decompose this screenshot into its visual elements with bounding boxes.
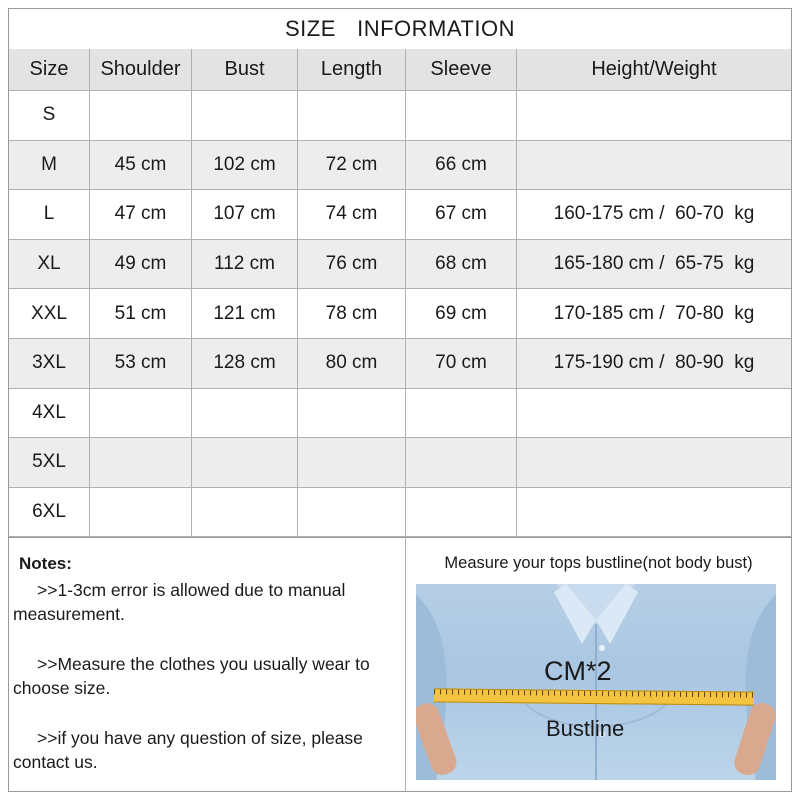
cell-shoulder bbox=[90, 91, 192, 141]
photo-label-bustline: Bustline bbox=[546, 716, 625, 741]
cell-size: 3XL bbox=[9, 338, 90, 388]
cell-sleeve bbox=[406, 91, 517, 141]
notes-heading: Notes: bbox=[19, 554, 72, 573]
cell-sleeve: 68 cm bbox=[406, 239, 517, 289]
cell-sleeve: 69 cm bbox=[406, 289, 517, 339]
cell-length bbox=[298, 388, 406, 438]
cell-size: L bbox=[9, 190, 90, 240]
cell-length bbox=[298, 487, 406, 537]
cell-size: XXL bbox=[9, 289, 90, 339]
table-row bbox=[9, 338, 791, 388]
cell-shoulder: 47 cm bbox=[90, 190, 192, 240]
cell-size: 5XL bbox=[9, 438, 90, 488]
cell-height-weight bbox=[517, 140, 792, 190]
table-header-row bbox=[9, 49, 791, 91]
cell-height-weight bbox=[517, 487, 792, 537]
cell-shoulder: 49 cm bbox=[90, 239, 192, 289]
cell-size: S bbox=[9, 91, 90, 141]
cell-length: 72 cm bbox=[298, 140, 406, 190]
cell-length: 76 cm bbox=[298, 239, 406, 289]
cell-height-weight: 160-175 cm / 60-70 kg bbox=[517, 190, 792, 240]
header-shoulder: Shoulder bbox=[90, 49, 192, 91]
cell-size: 4XL bbox=[9, 388, 90, 438]
cell-size: 6XL bbox=[9, 487, 90, 537]
note-item: >>if you have any question of size, please contact us. bbox=[13, 728, 363, 772]
table-row bbox=[9, 190, 791, 240]
table-row bbox=[9, 388, 791, 438]
cell-bust bbox=[192, 91, 298, 141]
cell-bust: 102 cm bbox=[192, 140, 298, 190]
cell-height-weight bbox=[517, 388, 792, 438]
cell-shoulder: 53 cm bbox=[90, 338, 192, 388]
table-row bbox=[9, 487, 791, 537]
cell-bust: 112 cm bbox=[192, 239, 298, 289]
cell-length: 78 cm bbox=[298, 289, 406, 339]
cell-height-weight: 170-185 cm / 70-80 kg bbox=[517, 289, 792, 339]
cell-bust bbox=[192, 388, 298, 438]
cell-bust: 121 cm bbox=[192, 289, 298, 339]
header-height-weight: Height/Weight bbox=[517, 49, 792, 91]
header-bust: Bust bbox=[192, 49, 298, 91]
measure-panel bbox=[406, 537, 791, 791]
cell-size: XL bbox=[9, 239, 90, 289]
cell-sleeve: 66 cm bbox=[406, 140, 517, 190]
cell-length bbox=[298, 91, 406, 141]
cell-shoulder: 51 cm bbox=[90, 289, 192, 339]
header-size: Size bbox=[9, 49, 90, 91]
cell-sleeve bbox=[406, 388, 517, 438]
cell-sleeve: 67 cm bbox=[406, 190, 517, 240]
cell-bust: 107 cm bbox=[192, 190, 298, 240]
cell-bust bbox=[192, 487, 298, 537]
cell-height-weight bbox=[517, 438, 792, 488]
cell-height-weight bbox=[517, 91, 792, 141]
header-length: Length bbox=[298, 49, 406, 91]
notes-panel bbox=[9, 537, 406, 791]
cell-size: M bbox=[9, 140, 90, 190]
cell-height-weight: 165-180 cm / 65-75 kg bbox=[517, 239, 792, 289]
measure-caption: Measure your tops bustline(not body bust) bbox=[444, 554, 753, 572]
photo-label-cm: CM*2 bbox=[544, 656, 612, 686]
cell-shoulder bbox=[90, 388, 192, 438]
table-row bbox=[9, 289, 791, 339]
cell-sleeve bbox=[406, 438, 517, 488]
chart-title: SIZE INFORMATION bbox=[9, 9, 791, 50]
cell-length: 74 cm bbox=[298, 190, 406, 240]
cell-shoulder bbox=[90, 438, 192, 488]
cell-length bbox=[298, 438, 406, 488]
cell-sleeve: 70 cm bbox=[406, 338, 517, 388]
shirt-bustline-photo bbox=[416, 584, 776, 780]
table-row bbox=[9, 140, 791, 190]
table-row bbox=[9, 438, 791, 488]
cell-shoulder bbox=[90, 487, 192, 537]
header-sleeve: Sleeve bbox=[406, 49, 517, 91]
note-item: >>1-3cm error is allowed due to manual measurement. bbox=[13, 580, 346, 624]
cell-length: 80 cm bbox=[298, 338, 406, 388]
cell-bust bbox=[192, 438, 298, 488]
size-table bbox=[9, 49, 791, 537]
table-row bbox=[9, 91, 791, 141]
cell-sleeve bbox=[406, 487, 517, 537]
size-chart bbox=[8, 8, 792, 792]
note-item: >>Measure the clothes you usually wear to choose size. bbox=[13, 654, 370, 698]
cell-height-weight: 175-190 cm / 80-90 kg bbox=[517, 338, 792, 388]
cell-bust: 128 cm bbox=[192, 338, 298, 388]
cell-shoulder: 45 cm bbox=[90, 140, 192, 190]
table-row bbox=[9, 239, 791, 289]
